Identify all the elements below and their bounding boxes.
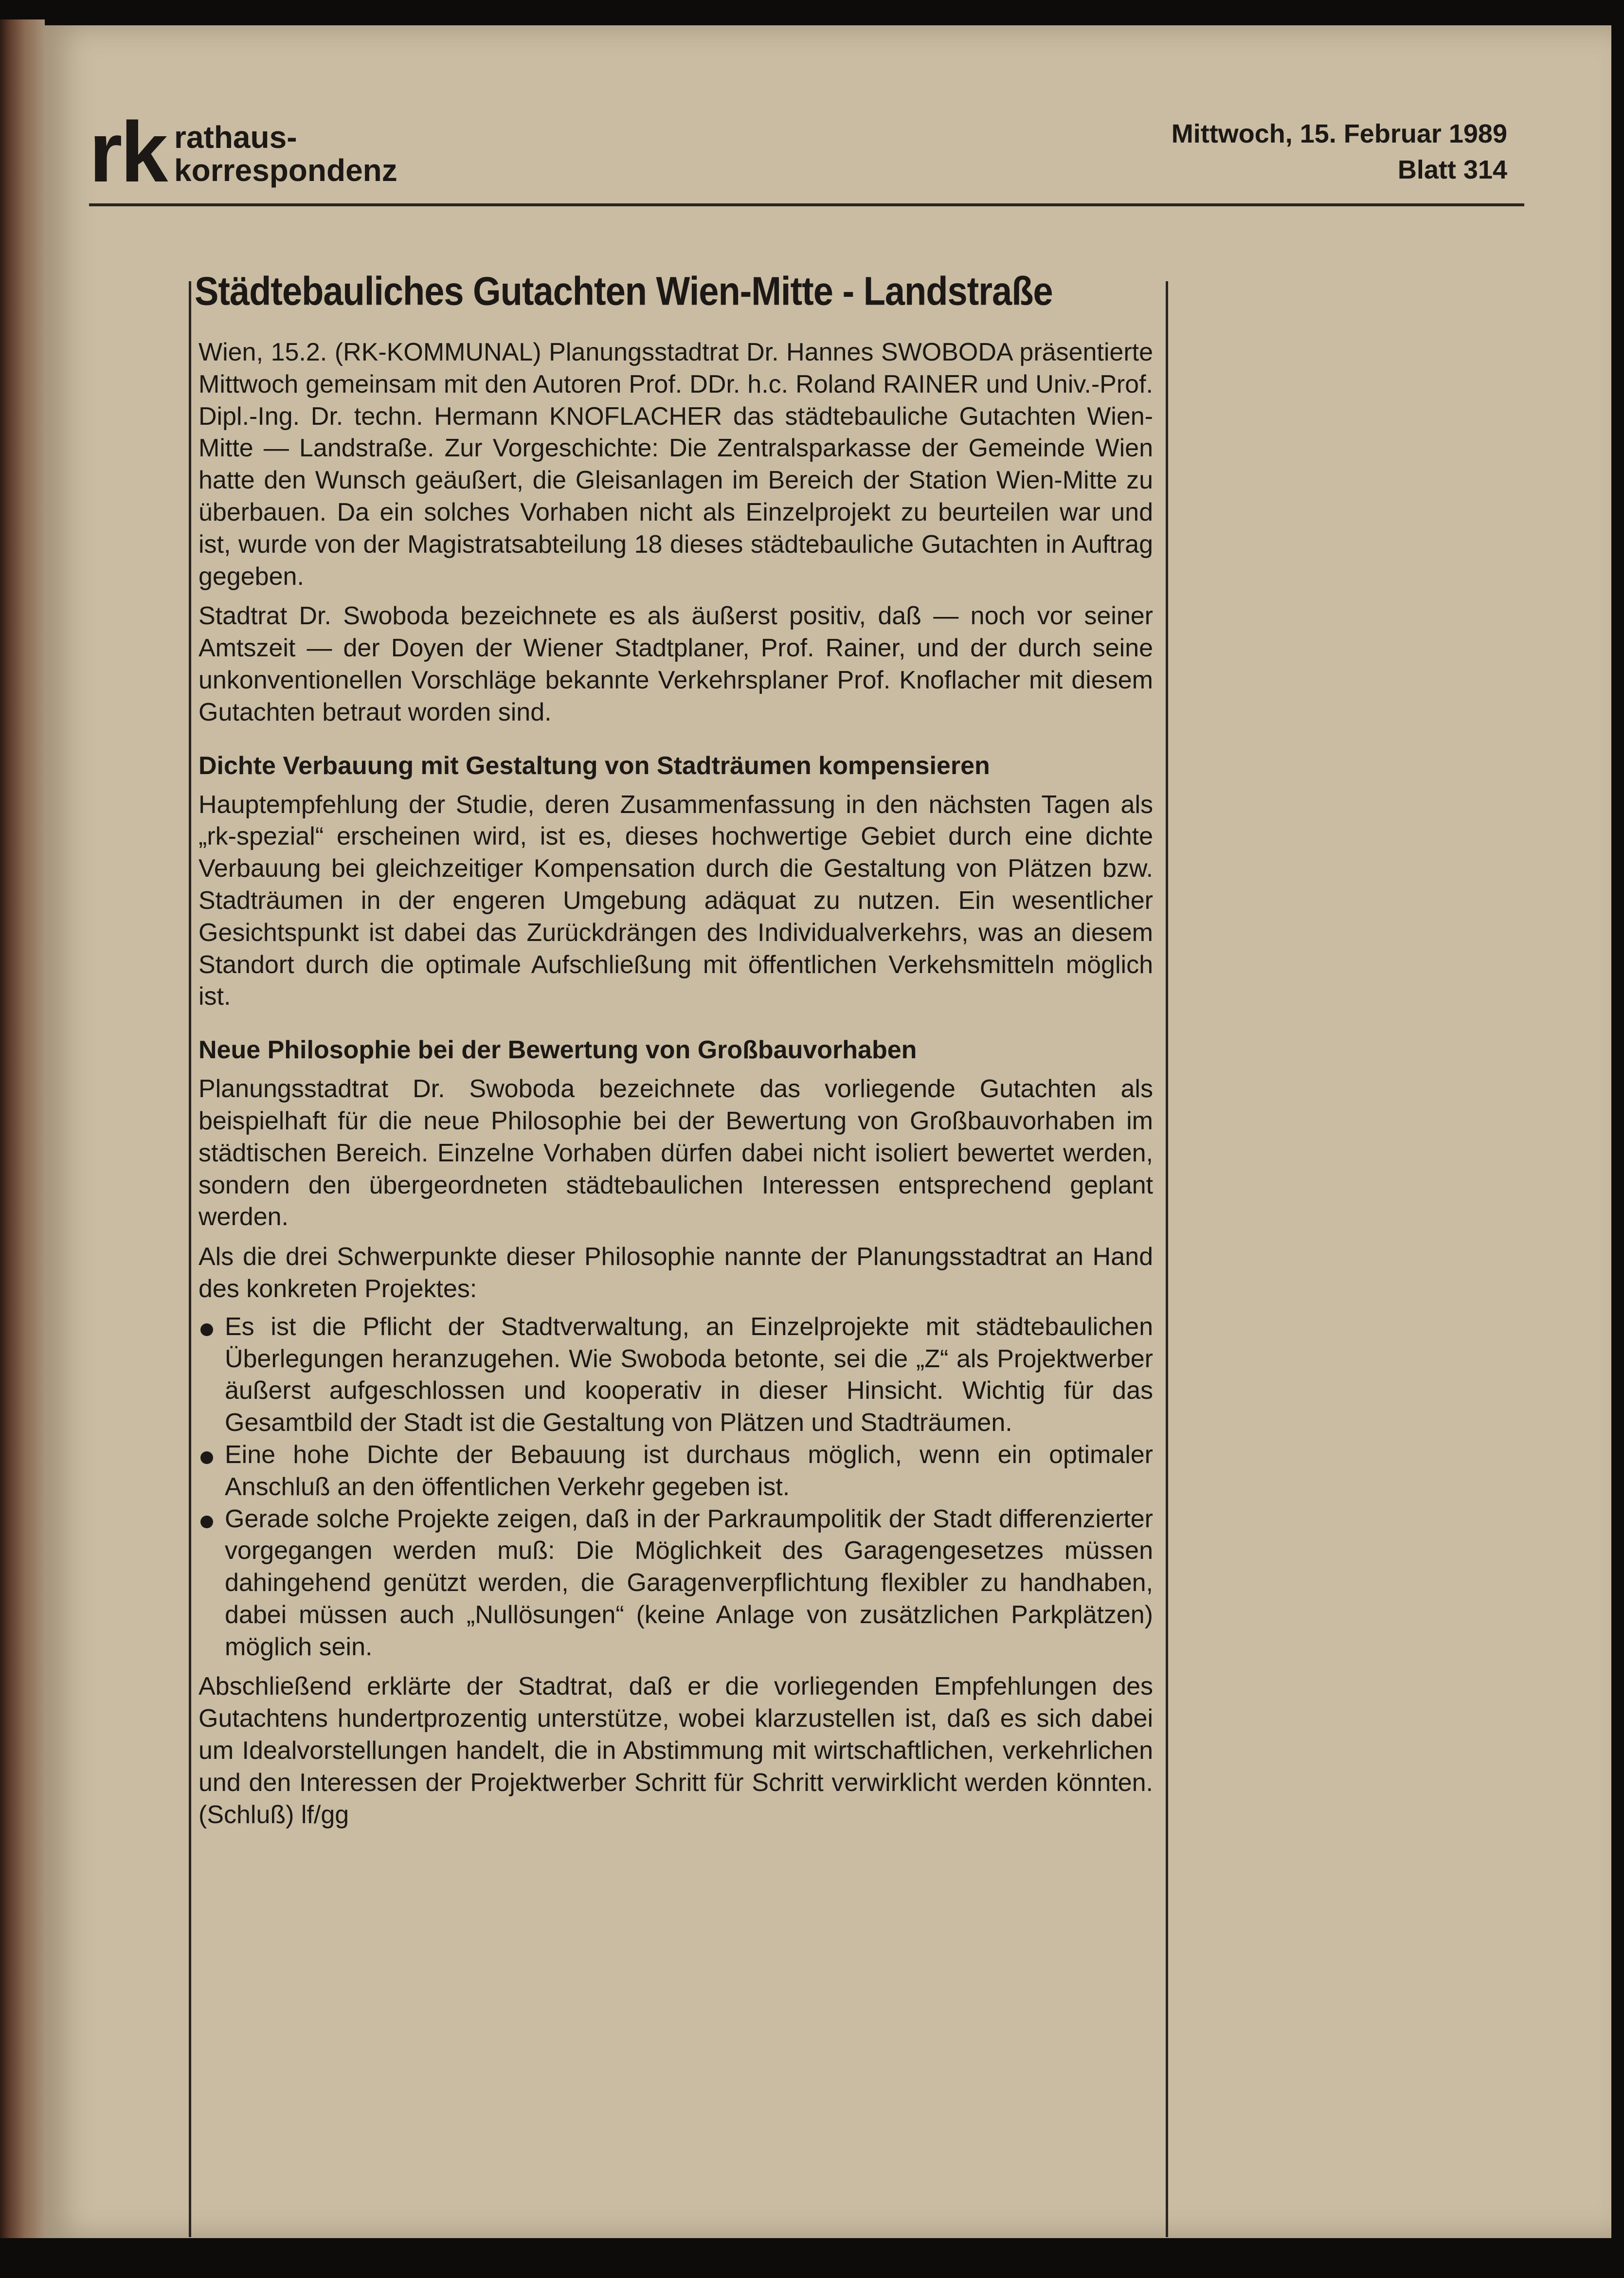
list-item-text: Es ist die Pflicht der Stadtverwaltung, an Einzelprojekte mit städtebaulichen Überlegungen heranzugehen. Wie Swoboda betonte, sei die „Z“ als Projektwerber äußerst aufgeschlossen und kooperativ in dieser Hinsicht. Wichtig für das Gesamtbild der Stadt ist die Gestaltung von Plätzen und Stadträumen. [225,1312,1153,1437]
article-left-rule [189,281,191,2237]
logo-initials: rk [89,105,166,200]
list-item [198,1503,1153,1663]
list-item [198,1439,1153,1503]
bullet-icon [200,1451,213,1464]
paragraph-swoboda: Stadtrat Dr. Swoboda bezeichnete es als äußerst positiv, daß — noch vor seiner Amtszeit — der Doyen der Wiener Stadtplaner, Prof. Rainer, und der durch seine unkonventionellen Vorschläge bekannte Verkehrsplaner Prof. Knoflacher mit diesem Gutachten betraut worden sind. [198,602,1153,726]
logo-line-2: korrespondenz [174,153,397,188]
header-meta [1172,116,1507,188]
logo-wordmark [174,121,397,187]
list-item [198,1311,1153,1439]
logo-line-1: rathaus- [174,120,297,155]
bullet-icon [200,1516,213,1528]
paragraph-recommendation: Hauptempfehlung der Studie, deren Zusammenfassung in den nächsten Tagen als „rk-spezial“ erscheinen wird, ist es, dieses hochwertige Gebiet durch eine dichte Verbauung bei gleichzeitiger Kompensation durch die Gestaltung von Plätzen bzw. Stadträumen in der engeren Umgebung adäquat zu nutzen. Ein wesentlicher Gesichtspunkt ist dabei das Zurückdrängen des Individualverkehrs, was an diesem Standort durch die optimale Aufschließung mit öffentlichen Verkehsmitteln möglich ist. [198,790,1153,1011]
sheet-number: Blatt 314 [1397,155,1507,184]
section-heading-1: Dichte Verbauung mit Gestaltung von Stadträumen kompensieren [198,751,990,780]
paragraph-focus-points: Als die drei Schwerpunkte dieser Philosophie nannte der Planungsstadtrat an Hand des konkreten Projektes: [198,1243,1153,1303]
facing-page-edge [0,19,45,2238]
bullet-list [198,1311,1153,1663]
section-heading-2: Neue Philosophie bei der Bewertung von Großbauvorhaben [198,1036,917,1065]
paragraph-intro: Wien, 15.2. (RK-KOMMUNAL) Planungsstadtrat Dr. Hannes SWOBODA präsentierte Mittwoch gemeinsam mit den Autoren Prof. DDr. h.c. Roland RAINER und Univ.-Prof. Dipl.-Ing. Dr. techn. Hermann KNOFLACHER das städtebauliche Gutachten Wien-Mitte — Landstraße. Zur Vorgeschichte: Die Zentralsparkasse der Gemeinde Wien hatte den Wunsch geäußert, die Gleisanlagen im Bereich der Station Wien-Mitte zu überbauen. Da ein solches Vorhaben nicht als Einzelprojekt zu beurteilen war und ist, wurde von der Magistratsabteilung 18 dieses städtebauliche Gutachten in Auftrag gegeben. [198,338,1153,591]
paragraph-philosophy: Planungsstadtrat Dr. Swoboda bezeichnete das vorliegende Gutachten als beispielhaft für die neue Philosophie bei der Bewertung von Großbauvorhaben im städtischen Bereich. Einzelne Vorhaben dürfen dabei nicht isoliert bewertet werden, sondern den übergeordneten städtebaulichen Interessen entsprechend geplant werden. [198,1075,1153,1231]
list-item-text: Gerade solche Projekte zeigen, daß in der Parkraumpolitik der Stadt differenzierter vorgegangen werden muß: Die Möglichkeit des Garagengesetzes müssen dahingehend genützt werden, die Garagenverpflichtung flexibler zu handhaben, dabei müssen auch „Nullösungen“ (keine Anlage von zusätzlichen Parkplätzen) möglich sein. [225,1504,1153,1661]
bullet-icon [200,1323,213,1336]
paragraph-closing: Abschließend erklärte der Stadtrat, daß er die vorliegenden Empfehlungen des Gutachtens hundertprozentig unterstütze, wobei klarzustellen ist, daß es sich dabei um Idealvorstellungen handelt, die in Abstimmung mit wirtschaftlichen, verkehrlichen und den Interessen der Projektwerber Schritt für Schritt verwirklicht werden könnten. (Schluß) lf/gg [198,1672,1153,1829]
article-body [198,337,1153,1831]
article-headline: Städtebauliches Gutachten Wien-Mitte - Landstraße [195,268,1053,314]
header-divider [89,203,1524,206]
list-item-text: Eine hohe Dichte der Bebauung ist durchaus möglich, wenn ein optimaler Anschluß an den öffentlichen Verkehr gegeben ist. [225,1440,1153,1501]
article-right-rule [1166,281,1168,2237]
issue-date: Mittwoch, 15. Februar 1989 [1171,119,1507,148]
